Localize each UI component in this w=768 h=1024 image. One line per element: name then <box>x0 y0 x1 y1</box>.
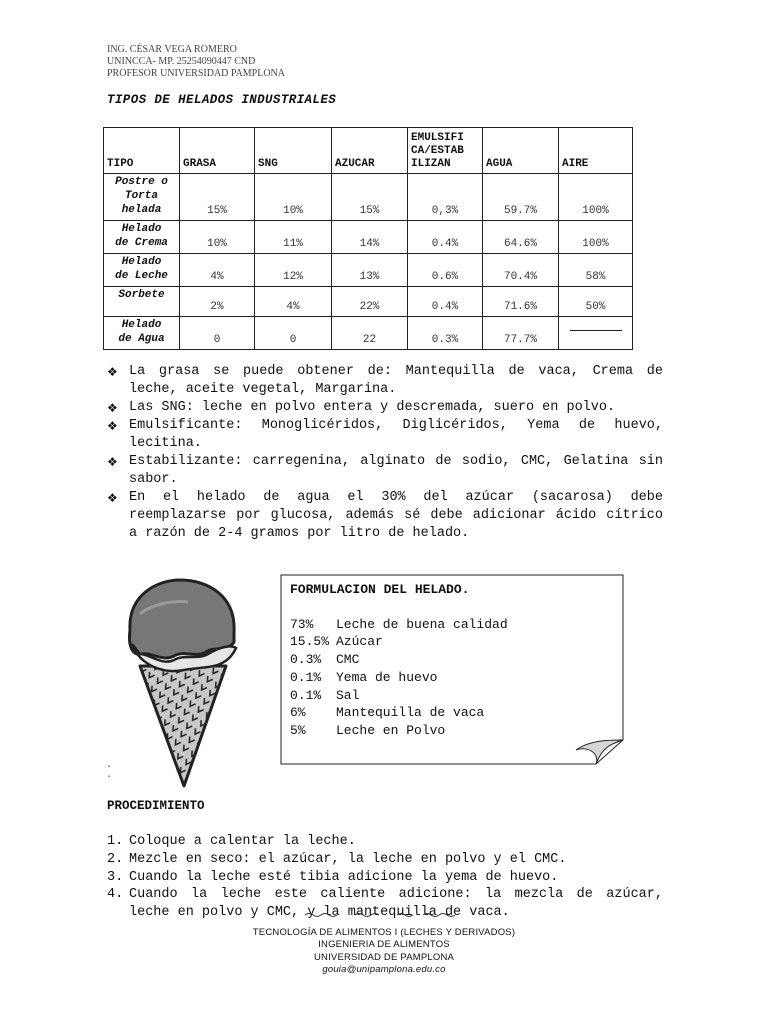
ingredient-notes-list <box>107 363 663 543</box>
footer-university: UNIVERSIDAD DE PAMPLONA <box>313 951 455 963</box>
diamond-bullet-icon: ❖ <box>107 419 118 433</box>
cell-agua: 71.6% <box>483 287 559 317</box>
cell-grasa: 10% <box>180 221 255 254</box>
cell-emulsificante: 0,3% <box>408 174 483 221</box>
list-item: 1. Coloque a calentar la leche. <box>107 834 356 849</box>
diamond-bullet-icon: ❖ <box>107 455 118 469</box>
ice-cream-cone-icon <box>118 574 248 794</box>
formulation-item: 0.3% CMC <box>290 652 360 668</box>
cell-agua: 59.7% <box>483 174 559 221</box>
cell-emulsificante: 0.3% <box>408 317 483 350</box>
formulation-item: 15.5% Azúcar <box>290 634 383 650</box>
diamond-bullet-icon: ❖ <box>107 365 118 379</box>
cell-grasa: 0 <box>180 317 255 350</box>
row-type: Helado de Agua <box>104 317 180 350</box>
header-line: UNINCCA- MP. 25254090447 CND <box>107 56 256 67</box>
list-item: ❖ Las SNG: leche en polvo entera y descremada, suero en polvo. <box>107 400 616 415</box>
footer-program: INGENIERIA DE ALIMENTOS <box>318 939 450 951</box>
cell-emulsificante: 0.6% <box>408 254 483 287</box>
list-item: ❖ La grasa se puede obtener de: Mantequilla de vaca, Crema de leche, aceite vegetal, Margarina. <box>107 364 663 397</box>
row-type: Helado de Leche <box>104 254 180 287</box>
cell-azucar: 14% <box>332 221 408 254</box>
list-item: 4. Cuando la leche este caliente adicione: la mezcla de azúcar, leche en polvo y CMC, y la mantequilla de vaca. <box>107 887 663 921</box>
cell-emulsificante: 0.4% <box>408 221 483 254</box>
cell-azucar: 22% <box>332 287 408 317</box>
row-type: Helado de Crema <box>104 221 180 254</box>
stray-mark: . <box>106 770 113 781</box>
cell-agua: 77.7% <box>483 317 559 350</box>
cell-sng: 11% <box>255 221 332 254</box>
cell-aire: 50% <box>559 287 633 317</box>
cell-grasa: 2% <box>180 287 255 317</box>
formulation-item: 6% Mantequilla de vaca <box>290 705 485 721</box>
cell-azucar: 13% <box>332 254 408 287</box>
formulation-title: FORMULACION DEL HELADO. <box>290 582 470 597</box>
cell-aire: 100% <box>559 174 633 221</box>
col-header-azucar: AZUCAR <box>332 128 408 174</box>
table-row <box>104 221 633 254</box>
cell-emulsificante: 0.4% <box>408 287 483 317</box>
document-title: TIPOS DE HELADOS INDUSTRIALES <box>107 93 337 107</box>
diamond-bullet-icon: ❖ <box>107 491 118 505</box>
col-header-sng: SNG <box>255 128 332 174</box>
procedure-steps <box>107 833 663 922</box>
footer-course: TECNOLOGÍA DE ALIMENTOS I (LECHES Y DERIVADOS) <box>252 927 516 938</box>
footer-email: gouia@unipamplona.edu.co <box>322 963 446 975</box>
cell-aire: 58% <box>559 254 633 287</box>
table-row <box>104 317 633 350</box>
formulation-item: 0.1% Sal <box>290 687 360 703</box>
header-line: ING. CÉSAR VEGA ROMERO <box>107 44 237 55</box>
procedure-title: PROCEDIMIENTO <box>107 799 205 813</box>
formulation-item: 0.1% Yema de huevo <box>290 669 438 685</box>
col-header-grasa: GRASA <box>180 128 255 174</box>
spellcheck-underline <box>305 912 465 918</box>
list-item: 3. Cuando la leche esté tibia adicione la yema de huevo. <box>107 869 559 885</box>
col-header-agua: AGUA <box>483 128 559 174</box>
formulation-box <box>280 574 624 764</box>
col-header-emulsificante: EMULSIFI CA/ESTAB ILIZAN <box>408 128 483 174</box>
cell-sng: 10% <box>255 174 332 221</box>
col-header-aire: AIRE <box>559 128 633 174</box>
cell-sng: 12% <box>255 254 332 287</box>
cell-sng: 0 <box>255 317 332 350</box>
table-row <box>104 254 633 287</box>
cell-agua: 70.4% <box>483 254 559 287</box>
ice-cream-types-table <box>103 127 633 350</box>
dash-line <box>570 330 622 331</box>
formulation-item: 5% Leche en Polvo <box>290 722 446 738</box>
table-row <box>104 287 633 317</box>
cell-grasa: 4% <box>180 254 255 287</box>
cell-aire-empty <box>559 317 633 350</box>
page-footer <box>0 927 768 976</box>
header-line: PROFESOR UNIVERSIDAD PAMPLONA <box>107 68 285 79</box>
diamond-bullet-icon: ❖ <box>107 401 118 415</box>
author-header <box>107 44 285 80</box>
list-item: ❖ Emulsificante: Monoglicéridos, Diglicéridos, Yema de huevo, lecitina. <box>107 418 663 451</box>
row-type: Sorbete <box>104 287 180 317</box>
cell-azucar: 15% <box>332 174 408 221</box>
list-item: ❖ Estabilizante: carregenina, alginato de sodio, CMC, Gelatina sin sabor. <box>107 454 663 487</box>
cell-azucar: 22 <box>332 317 408 350</box>
cell-aire: 100% <box>559 221 633 254</box>
list-item: ❖ En el helado de agua el 30% del azúcar (sacarosa) debe reemplazarse por glucosa, además sé debe adicionar ácido cítrico a razón de 2-4 gramos por litro de helado. <box>107 490 663 541</box>
row-type: Postre o Torta helada <box>104 174 180 221</box>
list-item: 2. Mezcle en seco: el azúcar, la leche en polvo y el CMC. <box>107 851 567 867</box>
col-header-tipo: TIPO <box>104 128 180 174</box>
formulation-item: 73% Leche de buena calidad <box>290 616 508 632</box>
cell-grasa: 15% <box>180 174 255 221</box>
table-row <box>104 174 633 221</box>
stray-mark: . <box>106 760 113 771</box>
cell-agua: 64.6% <box>483 221 559 254</box>
cell-sng: 4% <box>255 287 332 317</box>
